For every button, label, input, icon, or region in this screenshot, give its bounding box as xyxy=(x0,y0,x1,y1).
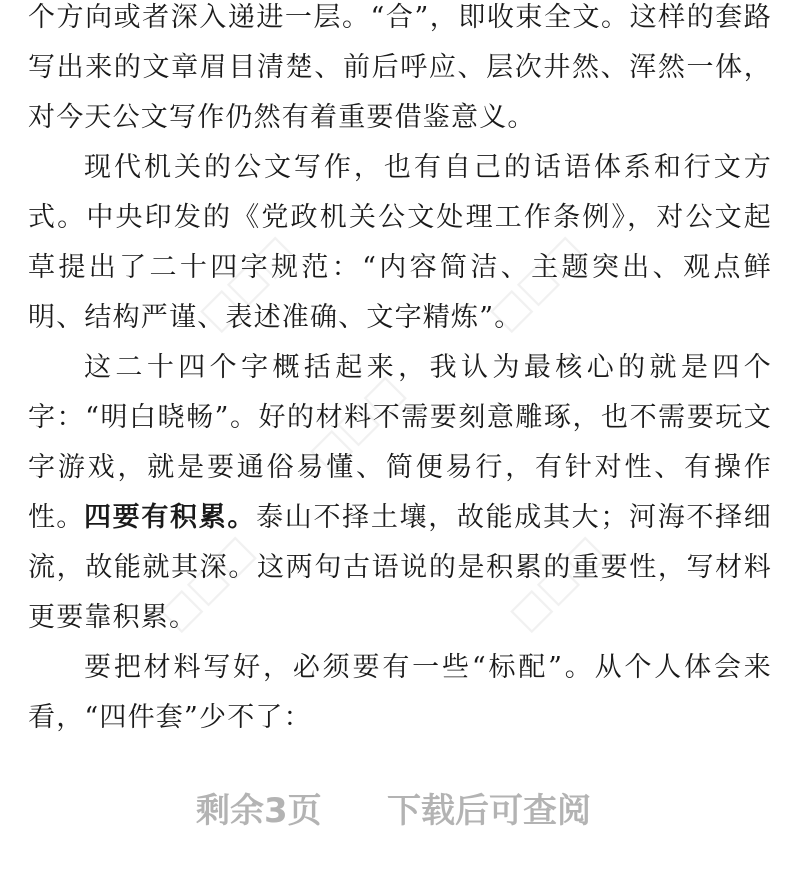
watermark: □□□ xyxy=(190,226,304,340)
paragraph-1: 个方向或者深入递进一层。“合”，即收束全文。这样的套路写出来的文章眉目清楚、前后呼应、层次井然、浑然一体，对今天公文写作仍然有着重要借鉴意义。 xyxy=(28,2,772,133)
download-footer[interactable] xyxy=(0,783,800,833)
paragraph-5: 要把材料写好，必须要有一些“标配”。从个人体会来看，“四件套”少不了： xyxy=(28,652,772,733)
watermark: □□□ xyxy=(150,526,264,640)
watermark: □□□ xyxy=(480,226,594,340)
remaining-pages-label[interactable]: 剩余3页 xyxy=(196,791,322,831)
paragraph-4 xyxy=(28,493,772,643)
section-heading: 四要有积累。 xyxy=(84,502,257,533)
paragraph-3: 这二十四个字概括起来，我认为最核心的就是四个字：“明白晓畅”。好的材料不需要刻意雕琢，也不需要玩文字游戏，就是要通俗易懂、简便易行，有针对性、有操作性。 xyxy=(28,352,772,533)
watermark: □□□ xyxy=(300,366,414,480)
paragraph-2: 现代机关的公文写作，也有自己的话语体系和行文方式。中央印发的《党政机关公文处理工作条例》，对公文起草提出了二十四字规范：“内容简洁、主题突出、观点鲜明、结构严谨、表述准确、文字精炼”。 xyxy=(28,152,772,333)
download-prompt-label[interactable]: 下载后可查阅 xyxy=(387,791,591,831)
watermark: □□□ xyxy=(500,526,614,640)
paragraph-4-body: 泰山不择土壤，故能成其大；河海不择细流，故能就其深。这两句古语说的是积累的重要性，写材料更要靠积累。 xyxy=(28,502,772,633)
